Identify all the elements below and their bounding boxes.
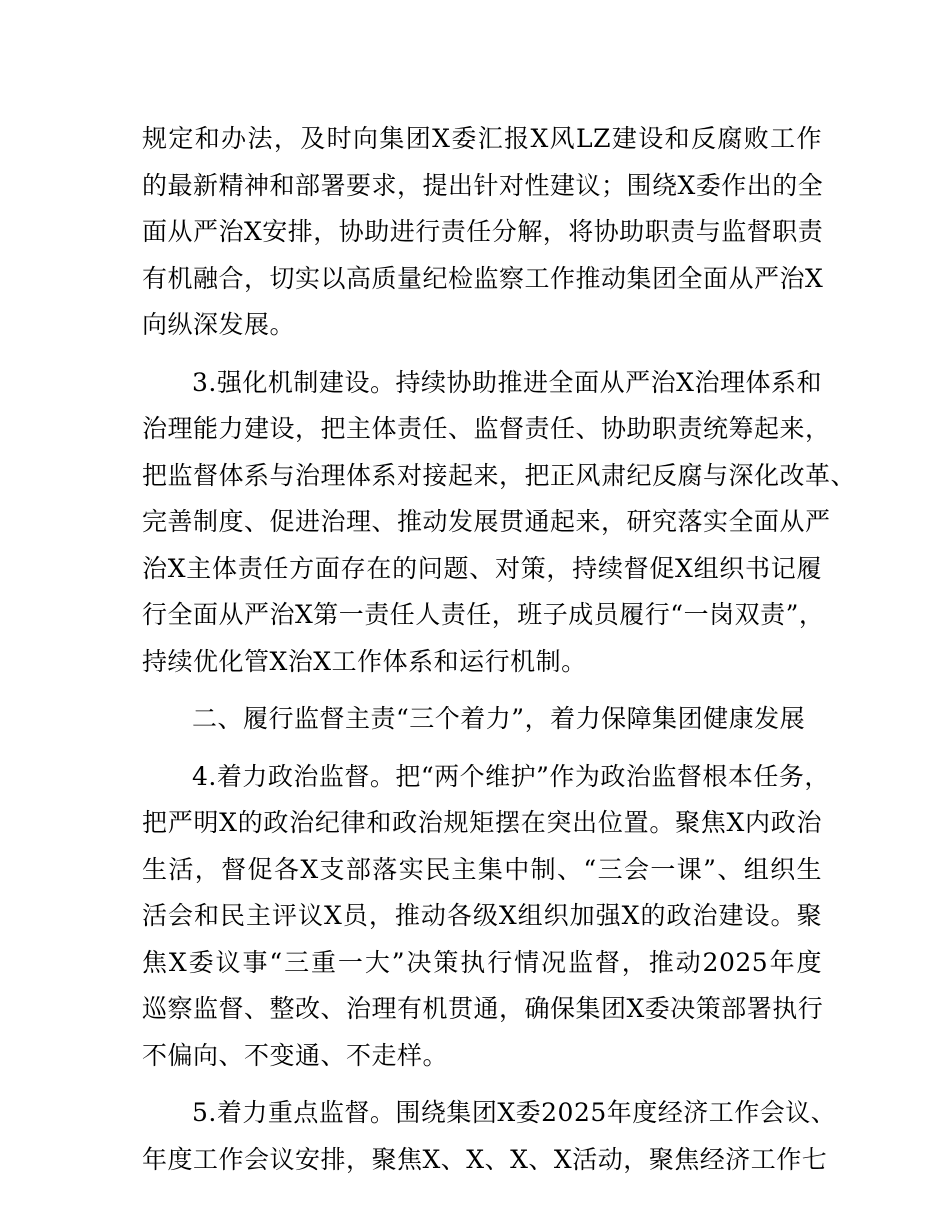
text-line: 面从严治X安排，协助进行责任分解，将协助职责与监督职责 — [142, 217, 824, 246]
text-line: 年度工作会议安排，聚焦X、X、X、X活动，聚焦经济工作七 — [142, 1144, 828, 1174]
text-line: 不偏向、不变通、不走样。 — [142, 1040, 449, 1070]
heading-line: 二、履行监督主责“三个着力”，着力保障集团健康发展 — [192, 704, 806, 733]
document-body — [142, 116, 857, 1194]
paragraph-key-supervision — [142, 1090, 837, 1183]
paragraph-oversight-reporting — [142, 116, 822, 349]
text-line: 治理能力建设，把主体责任、监督责任、协助职责统筹起来， — [142, 414, 831, 443]
text-line: 焦X委议事“三重一大”决策执行情况监督，推动2025年度 — [142, 947, 822, 977]
text-line: 规定和办法，及时向集团X委汇报X风LZ建设和反腐败工作 — [142, 124, 822, 153]
text-line: 行全面从严治X第一责任人责任，班子成员履行“一岗双责”， — [142, 600, 825, 629]
text-line: 4.着力政治监督。把“两个维护”作为政治监督根本任务， — [192, 761, 830, 791]
text-line: 5.着力重点监督。围绕集团X委2025年度经济工作会议、 — [192, 1098, 837, 1127]
text-line: 生活，督促各X支部落实民主集中制、“三会一课”、组织生 — [142, 854, 822, 884]
text-line: 把监督体系与治理体系对接起来，把正风肃纪反腐与深化改革、 — [142, 460, 857, 490]
text-line: 的最新精神和部署要求，提出针对性建议；围绕X委作出的全 — [142, 170, 824, 200]
text-line: 有机融合，切实以高质量纪检监察工作推动集团全面从严治X — [142, 263, 824, 293]
paragraph-mechanism-building — [142, 360, 857, 686]
text-line: 持续优化管X治X工作体系和运行机制。 — [142, 646, 587, 676]
text-line: 治X主体责任方面存在的问题、对策，持续督促X组织书记履 — [142, 553, 822, 583]
paragraph-political-supervision — [142, 754, 830, 1080]
text-line: 完善制度、促进治理、推动发展贯通起来，研究落实全面从严 — [142, 507, 831, 536]
text-line: 3.强化机制建设。持续协助推进全面从严治X治理体系和 — [192, 367, 822, 397]
text-line: 把严明X的政治纪律和政治规矩摆在突出位置。聚焦X内政治 — [142, 808, 822, 837]
section-heading — [142, 696, 822, 743]
text-line: 巡察监督、整改、治理有机贯通，确保集团X委决策部署执行 — [142, 994, 824, 1023]
text-line: 向纵深发展。 — [142, 310, 296, 339]
text-line: 活会和民主评议X员，推动各级X组织加强X的政治建设。聚 — [142, 901, 822, 930]
